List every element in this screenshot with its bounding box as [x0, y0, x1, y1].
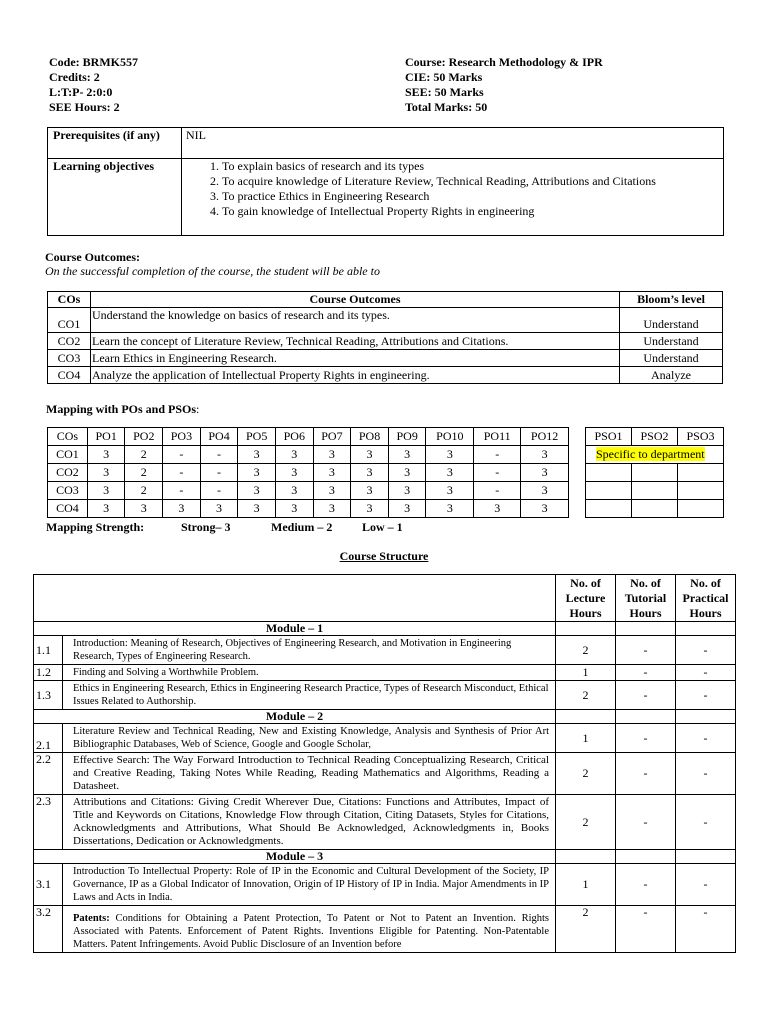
pso-cell: [586, 464, 632, 482]
module-header-blank: [556, 710, 616, 724]
po-value: 3: [87, 446, 125, 464]
topic-number: 1.2: [34, 665, 63, 681]
po-value: -: [200, 482, 238, 500]
pso-cell: [677, 482, 723, 500]
objective-item: 1. To explain basics of research and its types: [222, 159, 723, 174]
po-value: 3: [87, 464, 125, 482]
co-outcome: Understand the knowledge on basics of research and its types.: [91, 308, 620, 333]
pso-note: Specific to department: [596, 447, 705, 461]
po-value: 3: [388, 446, 426, 464]
co-id: CO4: [48, 367, 91, 384]
po-value: 3: [426, 446, 474, 464]
lecture-hours: 2: [556, 906, 616, 953]
topic-number: 1.1: [34, 636, 63, 665]
po-value: 3: [351, 482, 389, 500]
structure-row: [34, 681, 736, 710]
po-value: 3: [87, 500, 125, 518]
topic-number: 2.3: [34, 795, 63, 850]
po-value: -: [474, 482, 521, 500]
po-value: 3: [426, 464, 474, 482]
tutorial-hours: -: [616, 795, 676, 850]
po-mapping-body: [48, 428, 569, 518]
prereq-value: NIL: [182, 128, 724, 159]
module-header-blank: [676, 850, 736, 864]
module-title: Module – 3: [34, 850, 556, 864]
pso-header-row: [586, 428, 724, 446]
po-header: PO3: [163, 428, 201, 446]
po-value: 2: [125, 482, 163, 500]
po-header: PO11: [474, 428, 521, 446]
co-id: CO2: [48, 333, 91, 350]
po-value: 3: [275, 482, 313, 500]
objective-item: 2. To acquire knowledge of Literature Review, Technical Reading, Attributions and Citations: [222, 174, 723, 189]
practical-hours: -: [676, 724, 736, 753]
mapping-heading-text: Mapping with POs and PSOs: [46, 402, 197, 416]
tutorial-hours: -: [616, 724, 676, 753]
pso-mapping-table: [585, 427, 724, 518]
po-value: 2: [125, 446, 163, 464]
po-row-co: CO2: [48, 464, 88, 482]
topic-text: Finding and Solving a Worthwhile Problem.: [73, 667, 259, 678]
course-structure-title: [0, 549, 768, 564]
topic-text: Attributions and Citations: Giving Credit Wherever Due, Citations: Functions and Attributes, Impact of Title and Keywords on Citations, Knowledge Flow through Citation, Citing Datasets, Styles for Citations, Acknowledgments and Attributions, What Should Be Acknowledged, Acknowledgments in, Books Dissertations, Dedication or Acknowledgments.: [73, 796, 549, 847]
module-header-blank: [556, 622, 616, 636]
structure-row: [34, 636, 736, 665]
structure-row: [34, 753, 736, 795]
pso-cell: [631, 500, 677, 518]
structure-row: [34, 864, 736, 906]
topic-description: [63, 795, 556, 850]
objectives-cell: [182, 159, 724, 236]
structure-row: [34, 906, 736, 953]
topic-description: [63, 636, 556, 665]
strength-label: Mapping Strength:: [46, 520, 145, 534]
po-value: 3: [351, 500, 389, 518]
po-row: [48, 464, 569, 482]
co-col-header: COs: [48, 292, 91, 308]
po-value: 3: [313, 500, 351, 518]
po-value: 3: [426, 500, 474, 518]
co-outcome: Learn the concept of Literature Review, Technical Reading, Attributions and Citations.: [91, 333, 620, 350]
tutorial-hours-header: No. of Tutorial Hours: [616, 575, 676, 622]
prereq-label: Prerequisites (if any): [48, 128, 182, 159]
po-value: 3: [474, 500, 521, 518]
po-value: 3: [238, 482, 276, 500]
po-value: -: [474, 464, 521, 482]
co-row: [48, 367, 723, 384]
tutorial-hours: -: [616, 753, 676, 795]
po-value: -: [163, 464, 201, 482]
po-header: PO7: [313, 428, 351, 446]
course-total-marks: Total Marks: 50: [405, 100, 488, 114]
po-value: 3: [275, 464, 313, 482]
po-value: 3: [275, 446, 313, 464]
po-value: 3: [163, 500, 201, 518]
po-header: COs: [48, 428, 88, 446]
po-value: 3: [426, 482, 474, 500]
lecture-hours: 2: [556, 636, 616, 665]
module-title: Module – 2: [34, 710, 556, 724]
co-id: CO3: [48, 350, 91, 367]
topic-heading: Patents:: [73, 913, 110, 924]
objectives-list: [182, 159, 723, 219]
practical-hours: -: [676, 864, 736, 906]
lecture-hours: 1: [556, 724, 616, 753]
topic-text: Effective Search: The Way Forward Introduction to Technical Reading Conceptualizing Research, Critical and Creative Reading, Taking Notes While Reading, Reading Mathematics and Algorithms, Reading a Datasheet.: [73, 754, 549, 792]
po-header: PO5: [238, 428, 276, 446]
po-row-co: CO3: [48, 482, 88, 500]
strength-medium: Medium – 2: [271, 520, 333, 534]
practical-hours: -: [676, 636, 736, 665]
strength-low: Low – 1: [362, 520, 403, 534]
po-value: 3: [87, 482, 125, 500]
practical-hours: -: [676, 795, 736, 850]
structure-row: [34, 724, 736, 753]
po-header: PO2: [125, 428, 163, 446]
co-level: Understand: [620, 350, 723, 367]
course-info-right: [405, 55, 603, 115]
po-value: 3: [351, 464, 389, 482]
course-code: Code: BRMK557: [49, 55, 138, 69]
topic-description: [63, 864, 556, 906]
po-value: 3: [521, 500, 569, 518]
course-info-left: [49, 55, 138, 115]
po-header: PO9: [388, 428, 426, 446]
course-see: SEE: 50 Marks: [405, 85, 484, 99]
module-header-row: [34, 622, 736, 636]
prerequisites-table: [47, 127, 724, 236]
co-level: Understand: [620, 333, 723, 350]
course-name: Course: Research Methodology & IPR: [405, 55, 603, 69]
tutorial-hours: -: [616, 665, 676, 681]
po-header: PO10: [426, 428, 474, 446]
lecture-hours: 2: [556, 681, 616, 710]
pso-note-cell: [586, 446, 724, 464]
course-outcomes-intro: On the successful completion of the course, the student will be able to: [45, 264, 380, 278]
co-id: CO1: [48, 308, 91, 333]
strength-strong: Strong– 3: [181, 520, 231, 534]
topic-description: [63, 665, 556, 681]
co-row: [48, 350, 723, 367]
po-header: PO12: [521, 428, 569, 446]
po-row: [48, 482, 569, 500]
po-value: -: [474, 446, 521, 464]
topic-number: 3.2: [34, 906, 63, 953]
module-header-blank: [676, 710, 736, 724]
po-value: 3: [388, 500, 426, 518]
bloom-col-header: Bloom’s level: [620, 292, 723, 308]
po-row-co: CO1: [48, 446, 88, 464]
structure-header-row: [34, 575, 736, 622]
po-value: 3: [125, 500, 163, 518]
po-row: [48, 500, 569, 518]
lecture-hours: 2: [556, 795, 616, 850]
topic-description: [63, 906, 556, 953]
po-row: [48, 446, 569, 464]
outcome-col-header: Course Outcomes: [91, 292, 620, 308]
po-value: 3: [200, 500, 238, 518]
co-level: Analyze: [620, 367, 723, 384]
pso-row: [586, 482, 724, 500]
po-value: 3: [313, 482, 351, 500]
course-structure-table: [33, 574, 736, 953]
po-value: 3: [275, 500, 313, 518]
po-value: 3: [521, 482, 569, 500]
course-credits: Credits: 2: [49, 70, 100, 84]
course-ltp: L:T:P- 2:0:0: [49, 85, 113, 99]
objective-item: 3. To practice Ethics in Engineering Research: [222, 189, 723, 204]
topic-text: Literature Review and Technical Reading, New and Existing Knowledge, Analysis and Synthesis of Prior Art Bibliographic Databases, Web of Science, Google and Google Scholar,: [73, 726, 549, 750]
objectives-label: Learning objectives: [48, 159, 182, 236]
co-level: Understand: [620, 308, 723, 333]
lecture-hours-header: No. of Lecture Hours: [556, 575, 616, 622]
topic-text: Conditions for Obtaining a Patent Protection, To Patent or Not to Patent an Invention. Rights Associated with Patents. Enforcement of Patent Rights. Inventions Eligible for Patenting. Non-Patentable Matters. Patent Infringements. Avoid Public Disclosure of an Invention before: [73, 913, 549, 950]
practical-hours: -: [676, 753, 736, 795]
course-outcomes-table: [47, 291, 723, 384]
pso-row: [586, 446, 724, 464]
co-header-row: [48, 292, 723, 308]
prereq-row: [48, 128, 724, 159]
pso-row: [586, 464, 724, 482]
topic-text: Ethics in Engineering Research, Ethics in Engineering Research Practice, Types of Research Misconduct, Ethical Issues Related to Authorship.: [73, 683, 549, 707]
topic-description: [63, 753, 556, 795]
tutorial-hours: -: [616, 864, 676, 906]
po-value: 3: [238, 446, 276, 464]
topic-number: 3.1: [34, 864, 63, 906]
co-row: [48, 308, 723, 333]
topic-text: Introduction: Meaning of Research, Objectives of Engineering Research, and Motivation in Engineering Research, Types of Engineering Research.: [73, 638, 512, 662]
pso-header: PSO1: [586, 428, 632, 446]
lecture-hours: 2: [556, 753, 616, 795]
module-header-blank: [616, 710, 676, 724]
course-cie: CIE: 50 Marks: [405, 70, 483, 84]
practical-hours-header: No. of Practical Hours: [676, 575, 736, 622]
module-header-row: [34, 710, 736, 724]
module-header-blank: [616, 622, 676, 636]
po-value: 3: [388, 482, 426, 500]
module-header-row: [34, 850, 736, 864]
po-value: 3: [238, 464, 276, 482]
po-header: PO1: [87, 428, 125, 446]
practical-hours: -: [676, 665, 736, 681]
mapping-heading: [46, 402, 199, 417]
po-value: -: [200, 464, 238, 482]
module-header-blank: [556, 850, 616, 864]
module-header-blank: [616, 850, 676, 864]
pso-cell: [631, 482, 677, 500]
pso-row: [586, 500, 724, 518]
lecture-hours: 1: [556, 665, 616, 681]
pso-cell: [677, 500, 723, 518]
pso-cell: [586, 500, 632, 518]
po-value: 3: [313, 464, 351, 482]
pso-cell: [631, 464, 677, 482]
mapping-strength: [46, 520, 403, 535]
co-outcome: Learn Ethics in Engineering Research.: [91, 350, 620, 367]
course-outcomes-heading: Course Outcomes:: [45, 250, 140, 264]
module-title: Module – 1: [34, 622, 556, 636]
topic-description: [63, 681, 556, 710]
tutorial-hours: -: [616, 636, 676, 665]
po-value: -: [200, 446, 238, 464]
pso-header: PSO3: [677, 428, 723, 446]
po-header: PO4: [200, 428, 238, 446]
structure-row: [34, 795, 736, 850]
po-header-row: [48, 428, 569, 446]
structure-header-blank: [34, 575, 556, 622]
po-value: 2: [125, 464, 163, 482]
objective-item: 4. To gain knowledge of Intellectual Property Rights in engineering: [222, 204, 723, 219]
po-value: 3: [388, 464, 426, 482]
topic-text: Introduction To Intellectual Property: Role of IP in the Economic and Cultural Development of the Society, IP Governance, IP as a Global Indicator of Innovation, Origin of IP History of IP in India. Major Amendments in IP Laws and Acts in India.: [73, 866, 549, 903]
po-value: 3: [351, 446, 389, 464]
objectives-row: [48, 159, 724, 236]
co-outcome: Analyze the application of Intellectual Property Rights in engineering.: [91, 367, 620, 384]
lecture-hours: 1: [556, 864, 616, 906]
mapping-heading-colon: :: [196, 402, 200, 416]
pso-cell: [586, 482, 632, 500]
course-structure-body: [34, 575, 736, 953]
po-value: 3: [313, 446, 351, 464]
po-value: 3: [521, 446, 569, 464]
practical-hours: -: [676, 906, 736, 953]
module-header-blank: [676, 622, 736, 636]
topic-number: 1.3: [34, 681, 63, 710]
po-value: -: [163, 446, 201, 464]
co-row: [48, 333, 723, 350]
practical-hours: -: [676, 681, 736, 710]
po-row-co: CO4: [48, 500, 88, 518]
topic-number: 2.2: [34, 753, 63, 795]
structure-row: [34, 665, 736, 681]
po-value: -: [163, 482, 201, 500]
course-structure-title-text: Course Structure: [339, 549, 429, 563]
pso-header: PSO2: [631, 428, 677, 446]
po-value: 3: [238, 500, 276, 518]
topic-number: 2.1: [34, 724, 63, 753]
course-see-hours: SEE Hours: 2: [49, 100, 120, 114]
po-mapping-table: [47, 427, 569, 518]
po-header: PO8: [351, 428, 389, 446]
topic-description: [63, 724, 556, 753]
tutorial-hours: -: [616, 906, 676, 953]
tutorial-hours: -: [616, 681, 676, 710]
pso-cell: [677, 464, 723, 482]
po-header: PO6: [275, 428, 313, 446]
po-value: 3: [521, 464, 569, 482]
